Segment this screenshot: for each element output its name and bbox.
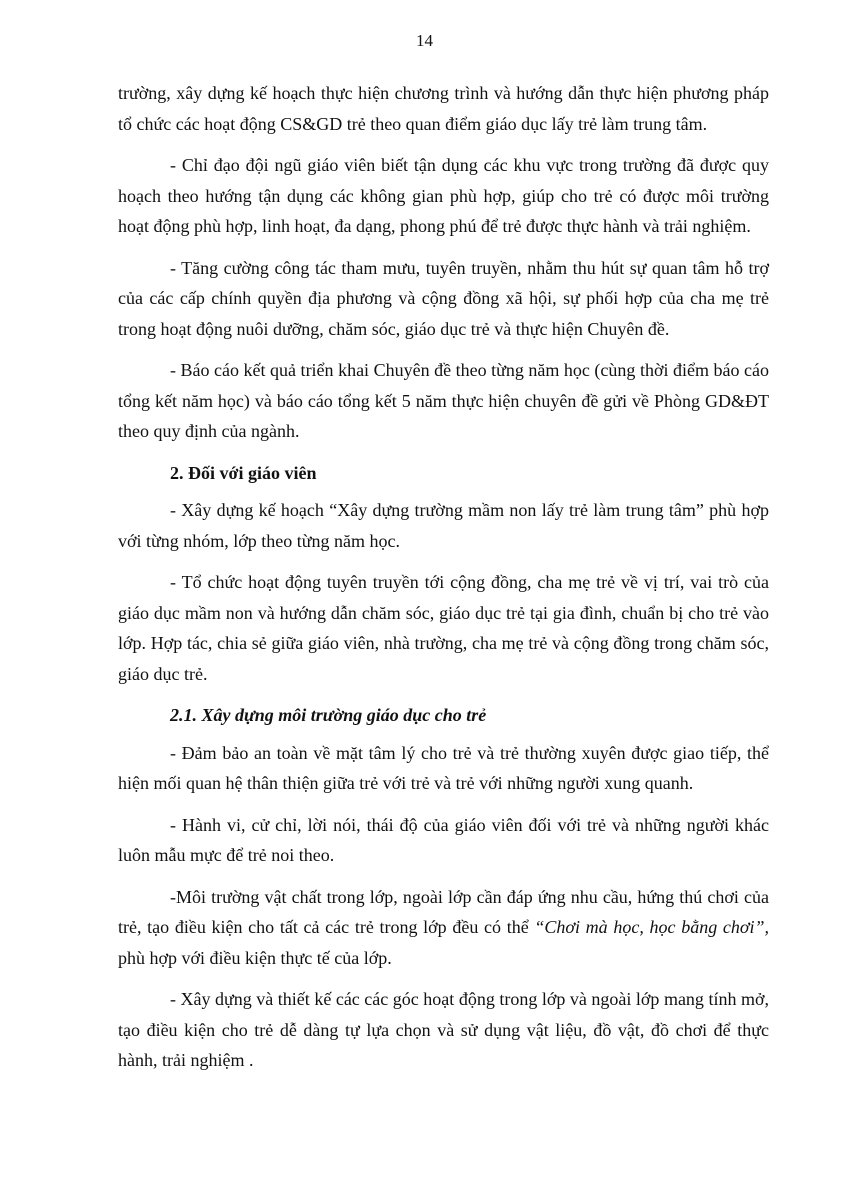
paragraph-direct-teachers: - Chỉ đạo đội ngũ giáo viên biết tận dụng các khu vực trong trường đã được quy hoạch theo hướng tận dụng các không gian phù hợp, giúp cho trẻ có được môi trường hoạt động phù hợp, linh hoạt, đa dạng, phong phú để trẻ được thực hành và trải nghiệm.	[118, 155, 769, 236]
paragraph-behavior: - Hành vi, cử chỉ, lời nói, thái độ của giáo viên đối với trẻ và những người khác luôn mẫu mực để trẻ noi theo.	[118, 814, 769, 865]
paragraph-report: - Báo cáo kết quả triển khai Chuyên đề theo từng năm học (cùng thời điểm báo cáo tổng kết năm học) và báo cáo tổng kết 5 năm thực hiện chuyên đề gửi về Phòng GD&ĐT theo quy định của ngành.	[118, 360, 769, 441]
paragraph-text-before: -Môi trường vật chất trong lớp, ngoài lớp cần đáp ứng nhu cầu, hứng thú chơi của trẻ, tạo điều kiện cho tất cả các trẻ trong lớp đều có thể	[118, 886, 769, 937]
paragraph-plan: - Xây dựng kế hoạch “Xây dựng trường mầm non lấy trẻ làm trung tâm” phù hợp với từng nhóm, lớp theo từng năm học.	[118, 500, 769, 551]
paragraph-communication: - Tổ chức hoạt động tuyên truyền tới cộng đồng, cha mẹ trẻ về vị trí, vai trò của giáo dục mầm non và hướng dẫn chăm sóc, giáo dục trẻ tại gia đình, chuẩn bị cho trẻ vào lớp. Hợp tác, chia sẻ giữa giáo viên, nhà trường, cha mẹ trẻ và cộng đồng trong chăm sóc, giáo dục trẻ.	[118, 572, 769, 684]
page-number: 14	[416, 31, 433, 50]
paragraph-text-after: phù hợp với điều kiện thực tế của lớp.	[118, 947, 392, 968]
paragraph-continuation: trường, xây dựng kế hoạch thực hiện chương trình và hướng dẫn thực hiện phương pháp tổ chức các hoạt động CS&GD trẻ theo quan điểm giáo dục lấy trẻ làm trung tâm.	[118, 83, 769, 134]
paragraph-physical-environment	[118, 882, 769, 974]
paragraph-safety: - Đảm bảo an toàn về mặt tâm lý cho trẻ và trẻ thường xuyên được giao tiếp, thể hiện mối quan hệ thân thiện giữa trẻ với trẻ và trẻ với những người xung quanh.	[118, 742, 769, 793]
paragraph-advocacy: - Tăng cường công tác tham mưu, tuyên truyền, nhằm thu hút sự quan tâm hỗ trợ của các cấp chính quyền địa phương và cộng đồng xã hội, sự phối hợp của cha mẹ trẻ trong hoạt động nuôi dưỡng, chăm sóc, giáo dục trẻ và thực hiện Chuyên đề.	[118, 257, 769, 339]
italic-quote: “Chơi mà học, học bằng chơi”,	[534, 917, 769, 937]
body-text	[118, 78, 769, 1087]
subsection-heading-environment: 2.1. Xây dựng môi trường giáo dục cho trẻ	[170, 705, 487, 725]
paragraph-activity-corners: - Xây dựng và thiết kế các các góc hoạt động trong lớp và ngoài lớp mang tính mở, tạo điều kiện cho trẻ dễ dàng tự lựa chọn và sử dụng vật liệu, đồ vật, đồ chơi để thực hành, trải nghiệm .	[118, 989, 769, 1070]
section-heading-teachers: 2. Đối với giáo viên	[170, 462, 317, 483]
